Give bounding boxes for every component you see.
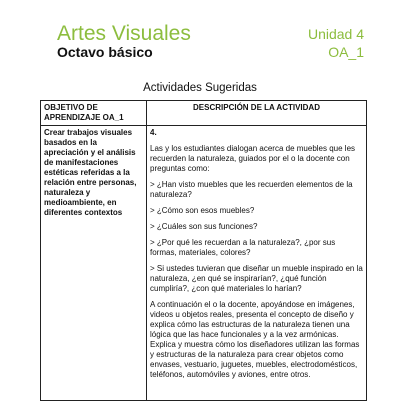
question-4: > ¿Por qué les recuerdan a la naturaleza?, ¿por sus formas, materiales, colores? bbox=[150, 238, 336, 257]
subject-title: Artes Visuales bbox=[57, 22, 191, 45]
paragraph-intro: Las y los estudiantes dialogan acerca de muebles que les recuerden la naturaleza, guiados por el o la docente con preguntas como: bbox=[150, 144, 356, 173]
question-5: > Si ustedes tuvieran que diseñar un mueble inspirado en la naturaleza, ¿en qué se inspirarían?, ¿qué función cumpliría?, ¿con qué materiales lo harían? bbox=[150, 264, 363, 293]
activities-table bbox=[40, 100, 367, 401]
page-header bbox=[0, 0, 400, 70]
table-header-row bbox=[41, 101, 367, 126]
table-row bbox=[41, 126, 367, 401]
question-2: > ¿Cómo son esos muebles? bbox=[150, 206, 255, 215]
objective-header: OBJETIVO DE APRENDIZAJE OA_1 bbox=[41, 101, 147, 126]
unit-label: Unidad 4 bbox=[307, 26, 364, 42]
paragraph-explanation: A continuación el o la docente, apoyándose en imágenes, videos u objetos reales, presenta el concepto de diseño y explica cómo las estructuras de la naturaleza tienen una lógica que las hace funcionales y a la vez armónicas. Explica y muestra cómo los diseñadores utilizan las formas y estructuras de la naturaleza para crear objetos como envases, vestuario, juguetes, muebles, electrodomésticos, teléfonos, automóviles y aviones, entre otros. bbox=[150, 300, 360, 379]
grade-label: Octavo básico bbox=[57, 44, 153, 60]
question-3: > ¿Cuáles son sus funciones? bbox=[150, 222, 258, 231]
description-cell bbox=[147, 126, 367, 401]
description-header: DESCRIPCIÓN DE LA ACTIVIDAD bbox=[147, 101, 367, 126]
activity-number: 4. bbox=[150, 128, 157, 137]
oa-label: OA_1 bbox=[328, 44, 364, 60]
description-body bbox=[150, 128, 363, 392]
objective-cell: Crear trabajos visuales basados en la apreciación y el análisis de manifestaciones estéticas referidas a la relación entre personas, naturaleza y medioambiente, en diferentes contextos bbox=[41, 126, 147, 401]
section-title: Actividades Sugeridas bbox=[143, 82, 257, 94]
question-1: > ¿Han visto muebles que les recuerden elementos de la naturaleza? bbox=[150, 180, 353, 199]
